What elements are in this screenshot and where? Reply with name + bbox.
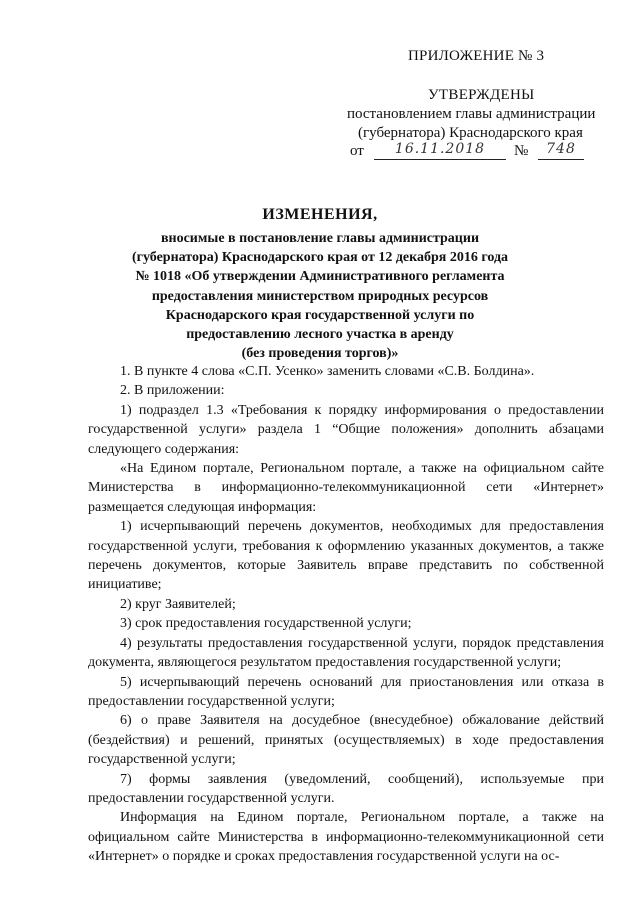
handwritten-date: 16.11.2018 <box>374 141 506 160</box>
body-paragraph: «На Едином портале, Региональном портале, а также на официальном сайте Министерства в информационно-телекоммуникационной сети «Интернет» размещается следующая информация: <box>88 461 604 515</box>
approved-by-line-2: (губернатора) Краснодарского края <box>358 125 583 141</box>
approved-by-line-1: постановлением главы администрации <box>347 106 596 122</box>
body-paragraph: Информация на Едином портале, Региональном портале, а также на официальном сайте Министерства в информационно-телекоммуникационной сети «Интернет» о порядке и сроках предоставления государственной услуги на ос- <box>88 810 604 865</box>
body-paragraph: 7) формы заявления (уведомлений, сообщений), используемые при предоставлении государственной услуги. <box>88 771 604 806</box>
body-paragraph: 1) исчерпывающий перечень документов, необходимых для предоставления государственной услуги, требования к оформлению указанных документов, а также перечень документов, которые Заявитель вправе представить по собственной инициативе; <box>88 519 604 593</box>
body-paragraph: 1) подраздел 1.3 «Требования к порядку информирования о предоставлении государственной услуги» раздела 1 “Общие положения» дополнить абзацами следующего содержания: <box>88 402 604 457</box>
document-body <box>88 362 604 867</box>
heading-line: № 1018 «Об утверждении Административного регламента <box>135 269 505 285</box>
heading-line: (губернатора) Краснодарского края от 12 декабря 2016 года <box>131 250 509 266</box>
body-paragraph: 2) круг Заявителей; <box>120 596 236 612</box>
heading-title: ИЗМЕНЕНИЯ, <box>262 206 378 223</box>
heading-line: вносимые в постановление главы администрации <box>160 231 480 246</box>
appendix-label: ПРИЛОЖЕНИЕ № 3 <box>408 48 545 64</box>
body-paragraph: 5) исчерпывающий перечень оснований для приостановления или отказа в предоставлении государственной услуги; <box>88 674 604 709</box>
heading-line: предоставления министерством природных ресурсов <box>151 288 489 304</box>
number-prefix: № <box>514 143 529 159</box>
approved-word: УТВЕРЖДЕНЫ <box>428 87 535 103</box>
body-paragraph: 1. В пункте 4 слова «С.П. Усенко» заменить словами «С.В. Болдина». <box>120 364 535 379</box>
body-paragraph: 6) о праве Заявителя на досудебное (внесудебное) обжалование действий (бездействия) и решений, принятых (осуществляемых) в ходе предоставления государственной услуги; <box>88 713 604 768</box>
document-heading <box>90 205 550 363</box>
date-prefix: от <box>350 143 364 159</box>
body-paragraph: 4) результаты предоставления государственной услуги, порядок представления документа, являющегося результатом предоставления государственной услуги; <box>88 635 604 671</box>
handwritten-number: 748 <box>538 141 584 160</box>
heading-line: (без проведения торгов)» <box>241 346 399 362</box>
heading-line: предоставлению лесного участка в аренду <box>186 327 454 343</box>
body-paragraph: 3) срок предоставления государственной услуги; <box>120 616 412 632</box>
body-paragraph: 2. В приложении: <box>120 383 225 399</box>
approval-block <box>0 0 640 170</box>
heading-line: Краснодарского края государственной услуги по <box>165 307 475 323</box>
